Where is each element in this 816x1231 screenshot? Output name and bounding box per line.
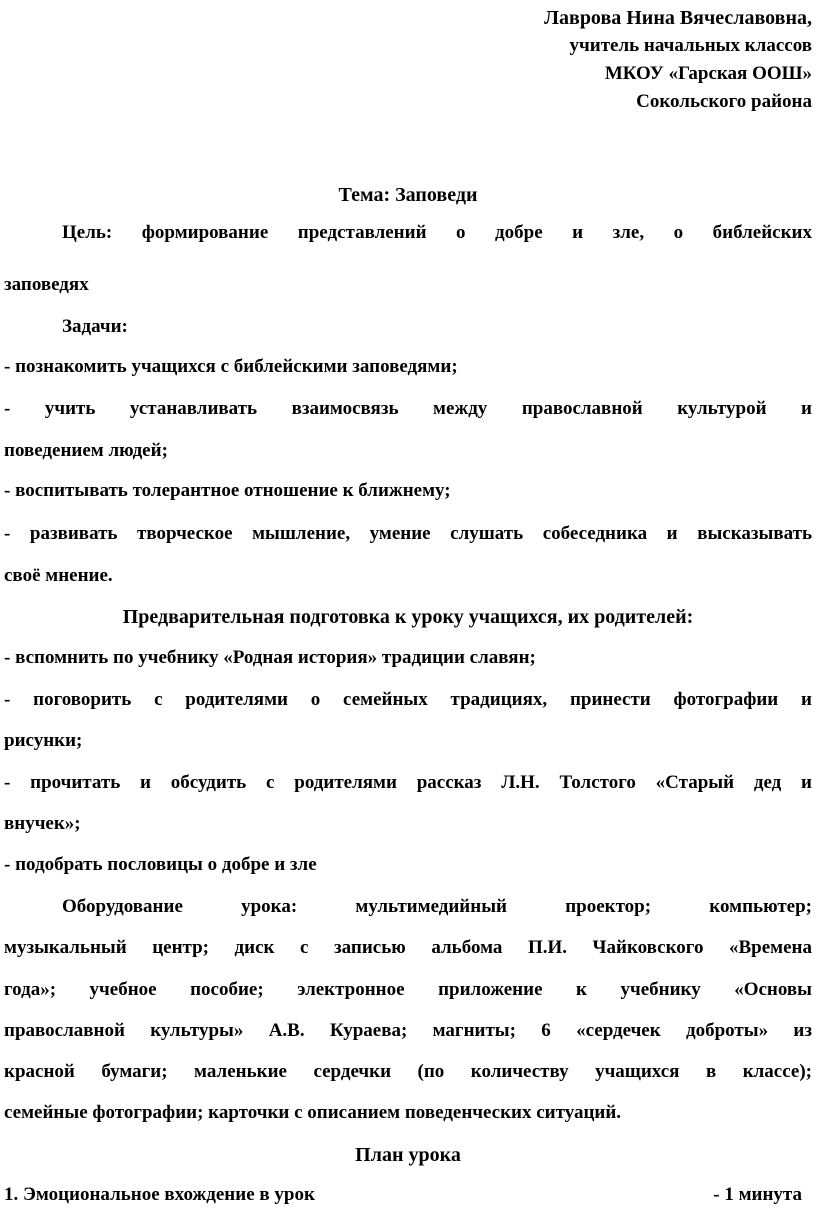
task-item: - познакомить учащихся с библейскими заповедями; xyxy=(4,356,458,377)
preparation-item: рисунки; xyxy=(4,730,83,751)
plan-item-duration: - 1 минута xyxy=(713,1184,802,1205)
equipment-line: года»; учебное пособие; электронное приложение к учебнику «Основы xyxy=(4,979,812,1000)
plan-item-text: 1. Эмоциональное вхождение в урок xyxy=(4,1184,315,1205)
task-item: поведением людей; xyxy=(4,440,168,461)
lesson-topic: Тема: Заповеди xyxy=(338,184,478,206)
preparation-item: - вспомнить по учебнику «Родная история» традиции славян; xyxy=(4,647,536,668)
plan-item xyxy=(4,1176,812,1214)
task-item: - развивать творческое мышление, умение слушать собеседника и высказывать xyxy=(4,523,812,544)
task-item: - учить устанавливать взаимосвязь между православной культурой и xyxy=(4,398,812,419)
author-district: Сокольского района xyxy=(636,91,812,112)
author-block xyxy=(544,4,812,116)
task-item: своё мнение. xyxy=(4,565,113,586)
goal-label: Цель: xyxy=(62,222,113,243)
goal-line-2: заповедях xyxy=(4,274,89,295)
author-name: Лаврова Нина Вячеславовна, xyxy=(544,7,812,29)
plan-heading: План урока xyxy=(355,1144,461,1166)
goal-line-1 xyxy=(4,214,812,252)
equipment-label: Оборудование урока: xyxy=(62,896,298,917)
preparation-heading: Предварительная подготовка к уроку учащихся, их родителей: xyxy=(122,606,694,628)
preparation-item: - поговорить с родителями о семейных традициях, принести фотографии и xyxy=(4,689,812,710)
equipment-line: семейные фотографии; карточки с описанием поведенческих ситуаций. xyxy=(4,1102,622,1123)
equipment-line: красной бумаги; маленькие сердечки (по количеству учащихся в классе); xyxy=(4,1061,812,1082)
equipment-text-1: мультимедийный проектор; компьютер; xyxy=(355,896,812,917)
equipment-line: православной культуры» А.В. Кураева; магниты; 6 «сердечек доброты» из xyxy=(4,1020,812,1041)
goal-text-1: формирование представлений о добре и зле, о библейских xyxy=(141,222,812,243)
preparation-item: внучек»; xyxy=(4,813,81,834)
equipment-line-1 xyxy=(4,888,812,926)
tasks-label: Задачи: xyxy=(62,316,128,337)
author-school: МКОУ «Гарская ООШ» xyxy=(604,63,812,84)
task-item: - воспитывать толерантное отношение к ближнему; xyxy=(4,480,451,501)
equipment-line: музыкальный центр; диск с записью альбома П.И. Чайковского «Времена xyxy=(4,937,812,958)
author-position: учитель начальных классов xyxy=(569,35,812,56)
preparation-item: - подобрать пословицы о добре и зле xyxy=(4,854,317,875)
preparation-item: - прочитать и обсудить с родителями рассказ Л.Н. Толстого «Старый дед и xyxy=(4,772,812,793)
